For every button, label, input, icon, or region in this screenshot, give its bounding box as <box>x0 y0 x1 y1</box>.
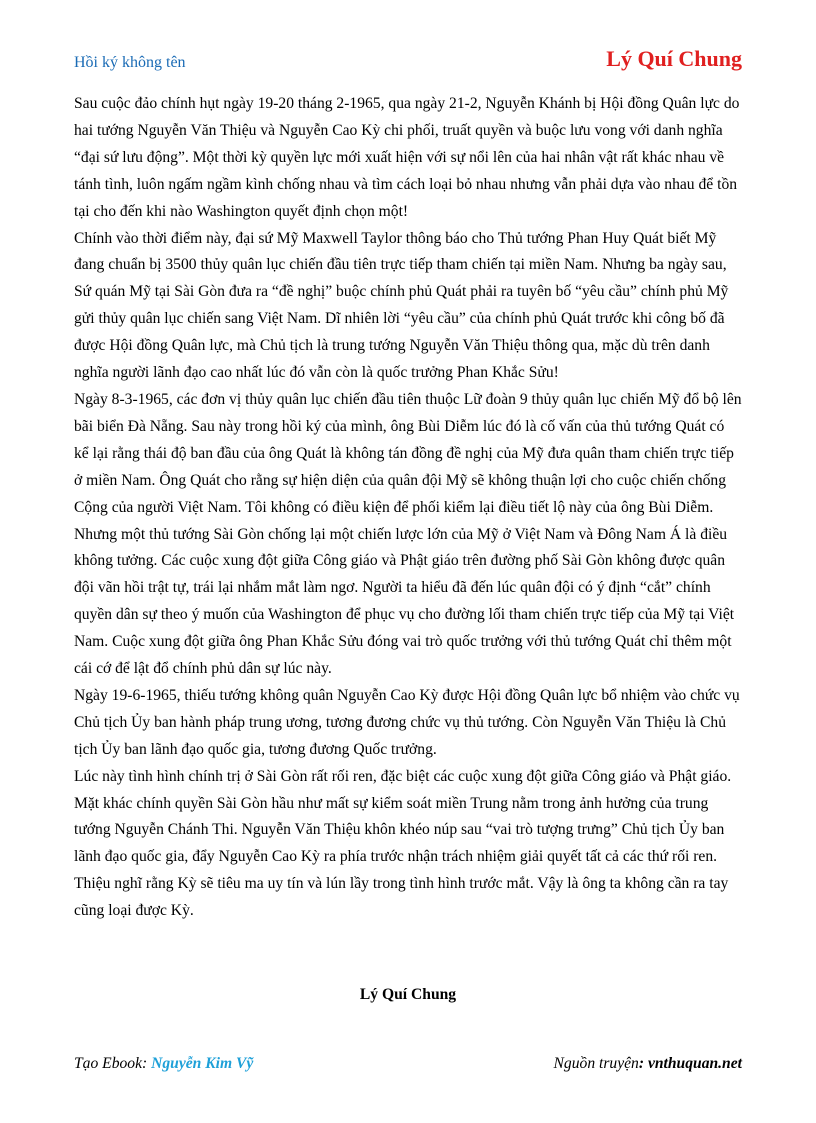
paragraph: Ngày 8-3-1965, các đơn vị thủy quân lục chiến đầu tiên thuộc Lữ đoàn 9 thủy quân lục chiến Mỹ đổ bộ lên bãi biển Đà Nẵng. Sau này trong hồi ký của mình, ông Bùi Diễm lúc đó là cố vấn của thủ tướng Quát có kể lại rằng thái độ ban đầu của ông Quát là không tán đồng đề nghị của Mỹ đưa quân tham chiến trực tiếp ở miền Nam. Ông Quát cho rằng sự hiện diện của quân đội Mỹ sẽ không thuận lợi cho cuộc chiến chống Cộng của người Việt Nam. Tôi không có điều kiện để phối kiểm lại điều tiết lộ này của ông Bùi Diễm. Nhưng một thủ tướng Sài Gòn chống lại một chiến lược lớn của Mỹ ở Việt Nam và Đông Nam Á là điều không tưởng. Các cuộc xung đột giữa Công giáo và Phật giáo trên đường phố Sài Gòn không được quân đội vãn hồi trật tự, trái lại nhắm mắt làm ngơ. Người ta hiểu đã đến lúc quân đội có ý định “cắt” chính quyền dân sự theo ý muốn của Washington để phục vụ cho đường lối tham chiến trực tiếp của Mỹ tại Việt Nam. Cuộc xung đột giữa ông Phan Khắc Sửu đóng vai trò quốc trưởng với thủ tướng Quát chỉ thêm một cái cớ để lật đổ chính phủ dân sự lúc này. <box>74 390 742 678</box>
signature: Lý Quí Chung <box>359 986 457 1003</box>
book-title: Hồi ký không tên <box>74 54 186 71</box>
article-body <box>74 91 742 925</box>
source-separator: : <box>638 1055 648 1072</box>
paragraph: Sau cuộc đảo chính hụt ngày 19-20 tháng 2-1965, qua ngày 21-2, Nguyễn Khánh bị Hội đồng Quân lực do hai tướng Nguyễn Văn Thiệu và Nguyễn Cao Kỳ chi phối, truất quyền và buộc lưu vong với danh nghĩa “đại sứ lưu động”. Một thời kỳ quyền lực mới xuất hiện với sự nổi lên của hai nhân vật rất khác nhau về tánh tình, luôn ngấm ngầm kình chống nhau và tìm cách loại bỏ nhau nhưng vẫn phải dựa vào nhau để tồn tại cho đến khi nào Washington quyết định chọn một! <box>74 95 740 220</box>
page-header <box>74 46 742 78</box>
paragraph: Ngày 19-6-1965, thiếu tướng không quân Nguyễn Cao Kỳ được Hội đồng Quân lực bổ nhiệm vào chức vụ Chủ tịch Ủy ban hành pháp trung ương, tương đương chức vụ thủ tướng. Còn Nguyễn Văn Thiệu là Chủ tịch Ủy ban lãnh đạo quốc gia, tương đương Quốc trưởng. <box>74 686 740 758</box>
ebook-author: Nguyễn Kim Vỹ <box>151 1055 254 1072</box>
source-credit <box>554 1055 742 1073</box>
ebook-separator: : <box>142 1055 152 1072</box>
source-site-link[interactable]: vnthuquan.net <box>647 1055 742 1072</box>
ebook-label: Tạo Ebook <box>74 1055 143 1072</box>
paragraph: Chính vào thời điểm này, đại sứ Mỹ Maxwell Taylor thông báo cho Thủ tướng Phan Huy Quát biết Mỹ đang chuẩn bị 3500 thủy quân lục chiến đầu tiên trực tiếp tham chiến tại miền Nam. Nhưng ba ngày sau, Sứ quán Mỹ tại Sài Gòn đưa ra “đề nghị” buộc chính phủ Quát phải ra tuyên bố “yêu cầu” chính phủ Mỹ gửi thủy quân lục chiến sang Việt Nam. Dĩ nhiên lời “yêu cầu” của chính phủ Quát trước khi công bố đã được Hội đồng Quân lực, mà Chủ tịch là trung tướng Nguyễn Văn Thiệu thông qua, mặc dù trên danh nghĩa người lãnh đạo cao nhất lúc đó vẫn còn là quốc trưởng Phan Khắc Sửu! <box>74 229 729 382</box>
ebook-credit <box>74 1055 253 1073</box>
source-label: Nguồn truyện <box>553 1055 639 1072</box>
author-name: Lý Quí Chung <box>606 46 742 71</box>
paragraph: Lúc này tình hình chính trị ở Sài Gòn rất rối ren, đặc biệt các cuộc xung đột giữa Công giáo và Phật giáo. Mặt khác chính quyền Sài Gòn hầu như mất sự kiểm soát miền Trung nằm trong ảnh hưởng của trung tướng Nguyễn Chánh Thi. Nguyễn Văn Thiệu khôn khéo núp sau “vai trò tượng trưng” Chủ tịch Ủy ban lãnh đạo quốc gia, đẩy Nguyễn Cao Kỳ ra phía trước nhận trách nhiệm giải quyết tất cả các thứ rối ren. Thiệu nghĩ rằng Kỳ sẽ tiêu ma uy tín và lún lầy trong tình hình trước mắt. Vậy là ông ta không cần ra tay cũng loại được Kỳ. <box>74 767 732 920</box>
page-footer <box>74 1055 742 1079</box>
